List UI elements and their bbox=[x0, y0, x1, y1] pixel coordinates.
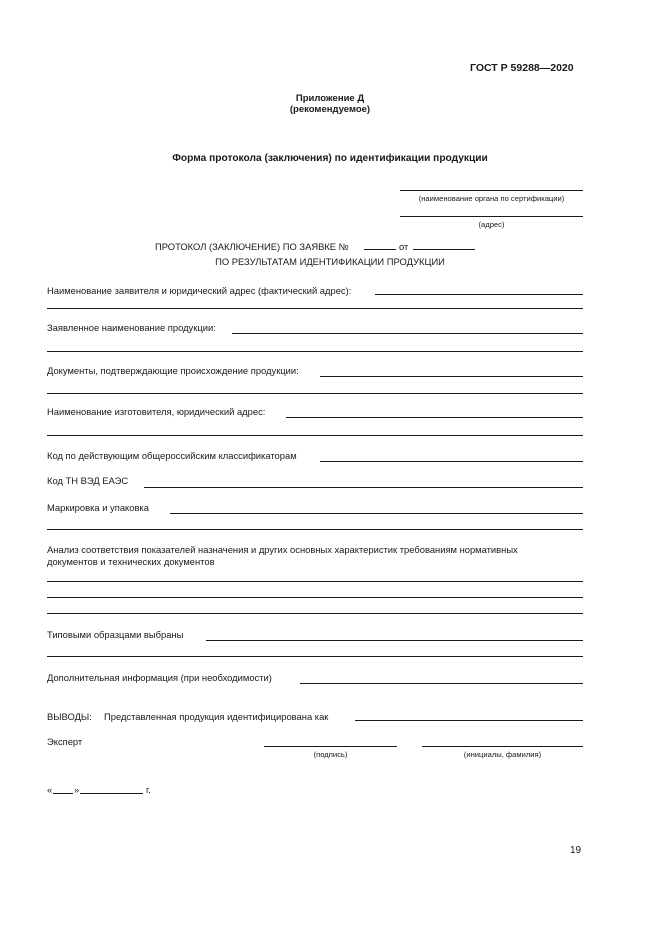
analysis-line-2[interactable] bbox=[47, 597, 583, 598]
marking-label: Маркировка и упаковка bbox=[47, 502, 149, 513]
additional-info-label: Дополнительная информация (при необходимости) bbox=[47, 672, 272, 683]
manufacturer-line[interactable] bbox=[286, 417, 583, 418]
manufacturer-label: Наименование изготовителя, юридический адрес: bbox=[47, 406, 266, 417]
tn-ved-label: Код ТН ВЭД ЕАЭС bbox=[47, 475, 129, 486]
application-number-line[interactable] bbox=[364, 249, 396, 250]
appendix-subtitle: (рекомендуемое) bbox=[289, 104, 371, 115]
product-name-line-2[interactable] bbox=[47, 351, 583, 352]
analysis-line-3[interactable] bbox=[47, 613, 583, 614]
analysis-line-1[interactable] bbox=[47, 581, 583, 582]
manufacturer-line-2[interactable] bbox=[47, 435, 583, 436]
applicant-line[interactable] bbox=[375, 294, 583, 295]
date-open-quote: « bbox=[47, 784, 53, 795]
documents-label: Документы, подтверждающие происхождение продукции: bbox=[47, 365, 299, 376]
applicant-label: Наименование заявителя и юридический адрес (фактический адрес): bbox=[47, 285, 352, 296]
analysis-label-1: Анализ соответствия показателей назначения и других основных характеристик требованиям нормативных bbox=[47, 544, 518, 555]
protocol-heading-from: от bbox=[399, 241, 409, 252]
date-close-quote: » bbox=[74, 784, 80, 795]
samples-line-2[interactable] bbox=[47, 656, 583, 657]
documents-line-2[interactable] bbox=[47, 393, 583, 394]
org-address-line[interactable] bbox=[400, 216, 583, 217]
date-year-suffix: г. bbox=[146, 784, 151, 795]
conclusions-text: Представленная продукция идентифицирована как bbox=[104, 711, 329, 722]
org-name-caption: (наименование органа по сертификации) bbox=[418, 194, 565, 203]
document-code: ГОСТ Р 59288—2020 bbox=[470, 62, 574, 74]
applicant-line-2[interactable] bbox=[47, 308, 583, 309]
marking-line-2[interactable] bbox=[47, 529, 583, 530]
product-name-label: Заявленное наименование продукции: bbox=[47, 322, 216, 333]
classifier-label: Код по действующим общероссийским классификаторам bbox=[47, 450, 297, 461]
marking-line[interactable] bbox=[170, 513, 583, 514]
tn-ved-line[interactable] bbox=[144, 487, 583, 488]
signature-caption: (подпись) bbox=[313, 750, 348, 759]
classifier-line[interactable] bbox=[320, 461, 583, 462]
protocol-heading-b: ПО РЕЗУЛЬТАТАМ ИДЕНТИФИКАЦИИ ПРОДУКЦИИ bbox=[215, 256, 445, 267]
documents-line[interactable] bbox=[320, 376, 583, 377]
signature-line[interactable] bbox=[264, 746, 397, 747]
date-month-line[interactable] bbox=[80, 793, 143, 794]
expert-label: Эксперт bbox=[47, 736, 83, 747]
product-name-line[interactable] bbox=[232, 333, 583, 334]
org-name-line[interactable] bbox=[400, 190, 583, 191]
page-number: 19 bbox=[570, 845, 582, 856]
application-date-line[interactable] bbox=[413, 249, 475, 250]
initials-caption: (инициалы, фамилия) bbox=[463, 750, 542, 759]
additional-info-line[interactable] bbox=[300, 683, 583, 684]
analysis-label-2: документов и технических документов bbox=[47, 556, 215, 567]
protocol-heading-a: ПРОТОКОЛ (ЗАКЛЮЧЕНИЕ) ПО ЗАЯВКЕ № bbox=[155, 241, 349, 252]
date-day-line[interactable] bbox=[53, 793, 73, 794]
org-address-caption: (адрес) bbox=[478, 220, 505, 229]
appendix-title: Приложение Д bbox=[295, 93, 365, 104]
conclusions-label: ВЫВОДЫ: bbox=[47, 711, 92, 722]
conclusions-line[interactable] bbox=[355, 720, 583, 721]
samples-line[interactable] bbox=[206, 640, 583, 641]
form-title: Форма протокола (заключения) по идентификации продукции bbox=[172, 153, 488, 164]
samples-label: Типовыми образцами выбраны bbox=[47, 629, 184, 640]
initials-line[interactable] bbox=[422, 746, 583, 747]
